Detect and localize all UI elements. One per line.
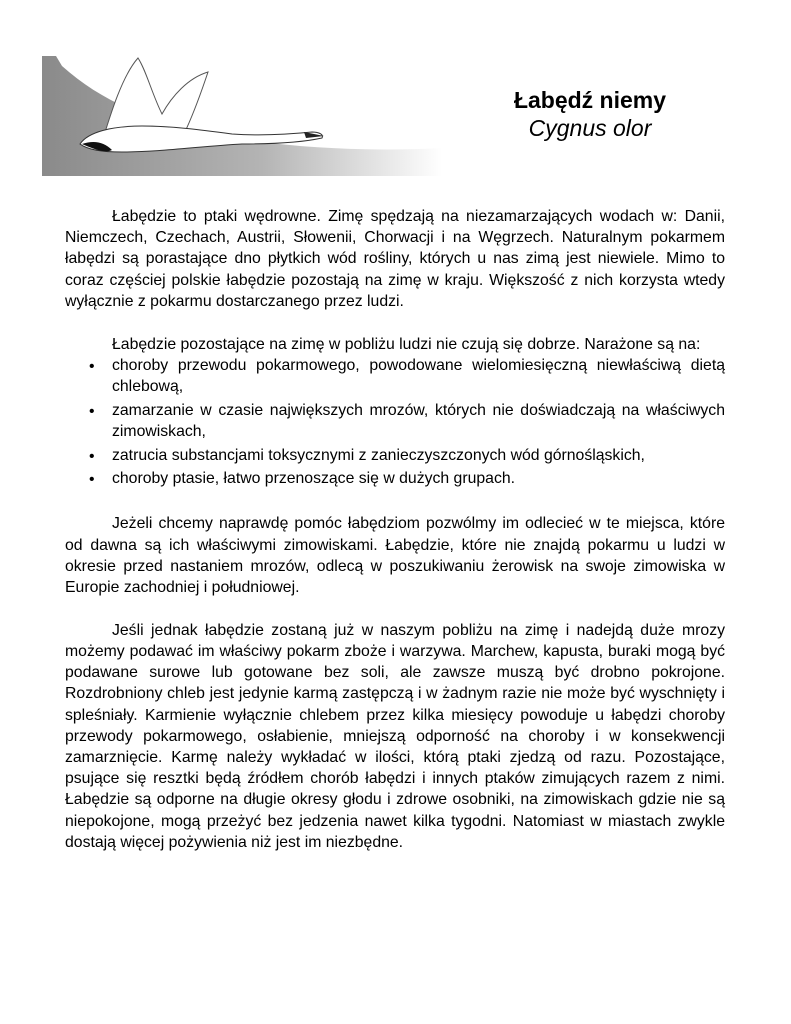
- bullet-icon: •: [89, 357, 95, 375]
- bullet-icon: •: [89, 402, 95, 420]
- paragraph-4: Jeśli jednak łabędzie zostaną już w naszym pobliżu na zimę i nadejdą duże mrozy możemy podawać im właściwy pokarm zboże i warzywa. Marchew, kapusta, buraki mogą być podawane surowe lub gotowane bez soli, ale zawsze muszą być drobno pokrojone. Rozdrobniony chleb jest jedynie karmą zastępczą i w żadnym razie nie może być wyschnięty i spleśniały. Karmienie wyłącznie chlebem przez kilka miesięcy powoduje u łabędzi choroby przewody pokarmowego, osłabienie, mniejszą odporność na choroby i w konsekwencji zamarznięcie. Karmę należy wykładać w ilości, którą ptaki zjedzą od razu. Pozostające, psujące się resztki będą źródłem chorób łabędzi i innych ptaków zimujących razem z nimi. Łabędzie są odporne na długie okresy głodu i zdrowe osobniki, na zimowiskach gdzie nie są niepokojone, mogą przeżyć bez jedzenia nawet kilka tygodni. Natomiast w miastach zwykle dostają więcej pożywienia niż jest im niezbędne.: [65, 621, 725, 851]
- latin-name: Cygnus olor: [528, 115, 652, 141]
- bullet-icon: •: [89, 471, 95, 489]
- bullet-icon: •: [89, 447, 95, 465]
- list-item: • choroby ptasie, łatwo przenoszące się w dużych grupach.: [65, 468, 725, 489]
- flying-swan-icon: [42, 56, 442, 176]
- paragraph-1: Łabędzie to ptaki wędrowne. Zimę spędzają na niezamarzających wodach w: Danii, Niemczech, Czechach, Austrii, Słowenii, Chorwacji i na Węgrzech. Naturalnym pokarmem łabędzi są porastające dno płytkich wód rośliny, których u nas zimą jest niewiele. Mimo to coraz częściej polskie łabędzie pozostają na zimę w kraju. Większość z nich korzysta wtedy wyłącznie z pokarmu dostarczanego przez ludzi.: [65, 208, 725, 310]
- list-item: • zamarzanie w czasie największych mrozów, których nie doświadczają na właściwych zimowiskach,: [89, 401, 725, 440]
- paragraph-2: Łabędzie pozostające na zimę w pobliżu ludzi nie czują się dobrze. Narażone są na:: [112, 335, 701, 353]
- list-item: • zatrucia substancjami toksycznymi z zanieczyszczonych wód górnośląskich,: [65, 445, 725, 466]
- background-wave-band: [42, 56, 442, 176]
- article-body: [65, 206, 725, 853]
- threats-list: [65, 355, 725, 490]
- list-item: • choroby przewodu pokarmowego, powodowane wielomiesięczną niewłaściwą dietą chlebową,: [89, 356, 725, 395]
- page-title: Łabędź niemy: [513, 87, 667, 113]
- paragraph-3: Jeżeli chcemy naprawdę pomóc łabędziom pozwólmy im odlecieć w te miejsca, które od dawna są ich właściwymi zimowiskami. Łabędzie, które nie znajdą pokarmu u ludzi w okresie przed nastaniem mrozów, odlecą w poszukiwaniu żerowisk na swoje zimowiska w Europie zachodniej i południowej.: [65, 515, 725, 597]
